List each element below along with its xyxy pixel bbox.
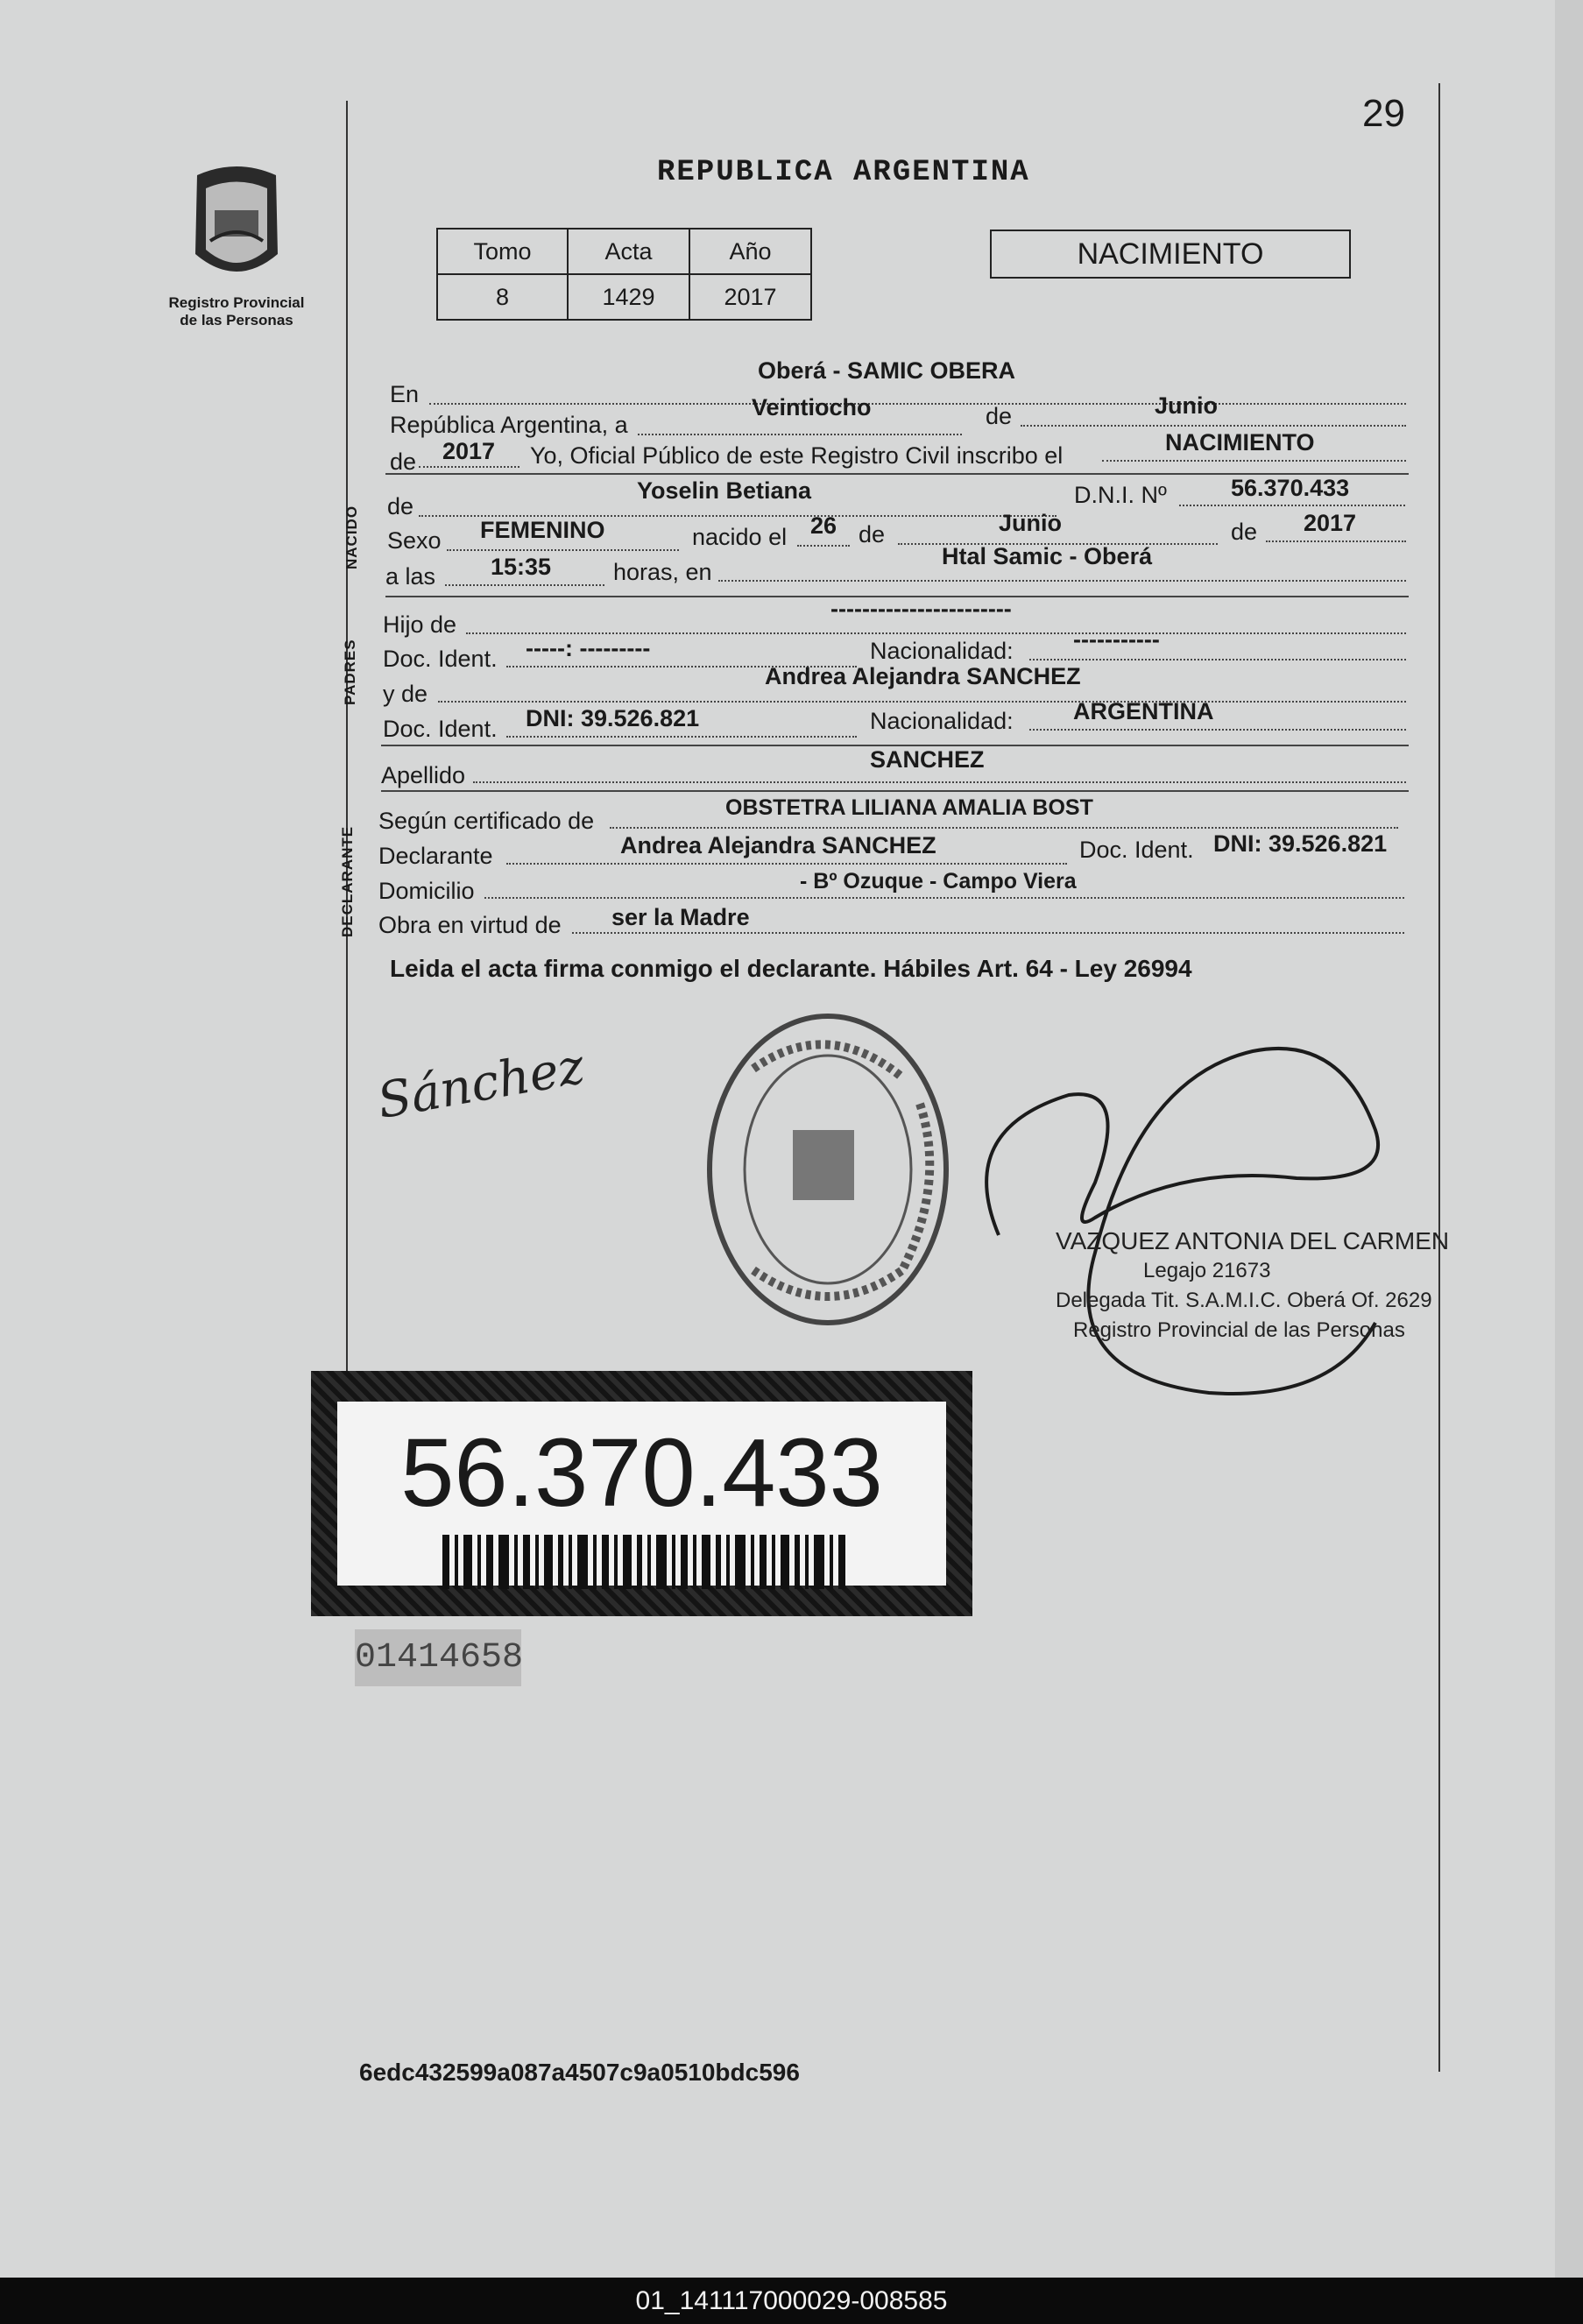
sexo-value: FEMENINO <box>480 517 605 543</box>
tomo-label: Tomo <box>437 229 568 274</box>
father-name: ----------------------- <box>830 596 1012 622</box>
declarante-doc: DNI: 39.526.821 <box>1213 830 1388 857</box>
official-name: VAZQUEZ ANTONIA DEL CARMEN <box>1056 1227 1450 1254</box>
nacido-de3-label: de <box>1231 519 1258 545</box>
closing-statement: Leida el acta firma conmigo el declarante. Hábiles Art. 64 - Ley 26994 <box>390 955 1192 982</box>
domicilio-label: Domicilio <box>378 878 475 904</box>
y-de-label: y de <box>383 681 428 707</box>
father-nationality-label: Nacionalidad: <box>870 638 1014 664</box>
barcode-bars-icon <box>442 1535 845 1589</box>
acta-value: 1429 <box>568 274 689 320</box>
dni-barcode-label <box>311 1371 972 1616</box>
acta-label: Acta <box>568 229 689 274</box>
nacido-de2-label: de <box>859 521 886 547</box>
document-hash: 6edc432599a087a4507c9a0510bdc596 <box>359 2059 800 2086</box>
declarante-value: Andrea Alejandra SANCHEZ <box>620 832 936 858</box>
official-block <box>1056 1226 1449 1346</box>
nacido-de-label: de <box>387 493 414 519</box>
page-edge <box>1555 0 1583 2278</box>
intro-de-label: de <box>986 403 1013 429</box>
domicilio-value: - Bº Ozuque - Campo Viera <box>800 869 1077 894</box>
mother-nationality-label: Nacionalidad: <box>870 708 1014 734</box>
nacido-time: 15:35 <box>491 554 552 580</box>
country-title: REPUBLICA ARGENTINA <box>657 156 1030 189</box>
official-stamp <box>701 1007 955 1336</box>
apellido-value: SANCHEZ <box>870 746 985 773</box>
apellido-label: Apellido <box>381 762 466 788</box>
certificado-value: OBSTETRA LILIANA AMALIA BOST <box>725 795 1093 820</box>
official-role: Delegada Tit. S.A.M.I.C. Oberá Of. 2629 <box>1056 1289 1432 1312</box>
intro-month: Junio <box>1155 392 1218 419</box>
declarante-label: Declarante <box>378 843 493 869</box>
intro-place: Oberá - SAMIC OBERA <box>758 357 1016 384</box>
nacido-place: Htal Samic - Oberá <box>942 543 1153 569</box>
intro-day-words: Veintiocho <box>752 394 872 420</box>
left-margin-line <box>346 101 348 1371</box>
father-nationality: ----------- <box>1073 626 1160 653</box>
nacido-year: 2017 <box>1304 510 1357 536</box>
anio-value: 2017 <box>689 274 811 320</box>
inscribo-label: Yo, Oficial Público de este Registro Civil inscribo el <box>530 442 1064 469</box>
mother-doc-label: Doc. Ident. <box>383 716 498 742</box>
father-doc-label: Doc. Ident. <box>383 646 498 672</box>
footer-id: 01_141117000029-008585 <box>0 2278 1583 2324</box>
mother-nationality: ARGENTINA <box>1073 698 1214 724</box>
en-label: En <box>390 381 420 407</box>
misiones-seal-icon <box>180 158 293 289</box>
intro-de2-label: de <box>390 449 417 475</box>
a-las-label: a las <box>385 563 436 590</box>
register-table <box>436 228 812 321</box>
serial-number: 01414658 <box>355 1629 521 1686</box>
anio-label: Año <box>689 229 811 274</box>
mother-name: Andrea Alejandra SANCHEZ <box>765 663 1081 689</box>
dni-label: D.N.I. Nº <box>1074 482 1167 508</box>
record-type-box: NACIMIENTO <box>990 230 1351 279</box>
logo-text-line1: Registro Provincial <box>168 294 305 311</box>
declarante-signature: Sánchez <box>373 1037 589 1131</box>
barcode-number: 56.370.433 <box>400 1419 883 1527</box>
registry-logo <box>166 158 307 329</box>
intro-year: 2017 <box>442 438 496 464</box>
obra-label: Obra en virtud de <box>378 912 562 938</box>
horas-en-label: horas, en <box>613 559 712 585</box>
declarante-section-label: DECLARANTE <box>339 825 356 937</box>
nacido-name: Yoselin Betiana <box>637 477 812 504</box>
sexo-label: Sexo <box>387 527 442 554</box>
mother-doc: DNI: 39.526.821 <box>526 705 700 731</box>
hijo-de-label: Hijo de <box>383 611 457 638</box>
padres-section-label: PADRES <box>342 639 358 705</box>
obra-value: ser la Madre <box>611 904 750 930</box>
nacido-dni: 56.370.433 <box>1231 475 1350 501</box>
official-legajo: Legajo 21673 <box>1143 1259 1271 1282</box>
declarante-doc-label: Doc. Ident. <box>1079 837 1194 863</box>
nacido-section-label: NACIDO <box>343 505 360 569</box>
right-margin-line <box>1438 83 1440 2072</box>
republica-label: República Argentina, a <box>390 412 628 438</box>
tomo-value: 8 <box>437 274 568 320</box>
segun-label: Según certificado de <box>378 808 595 834</box>
official-org: Registro Provincial de las Personas <box>1073 1318 1405 1342</box>
nacido-day: 26 <box>810 512 837 539</box>
page-number: 29 <box>1362 92 1405 135</box>
father-doc: -----: --------- <box>526 635 651 661</box>
inscribo-value: NACIMIENTO <box>1165 429 1315 456</box>
nacido-month: Junio <box>999 510 1062 536</box>
registry-stamp-icon <box>701 1007 955 1332</box>
nacido-el-label: nacido el <box>692 524 788 550</box>
logo-text-line2: de las Personas <box>180 312 293 328</box>
